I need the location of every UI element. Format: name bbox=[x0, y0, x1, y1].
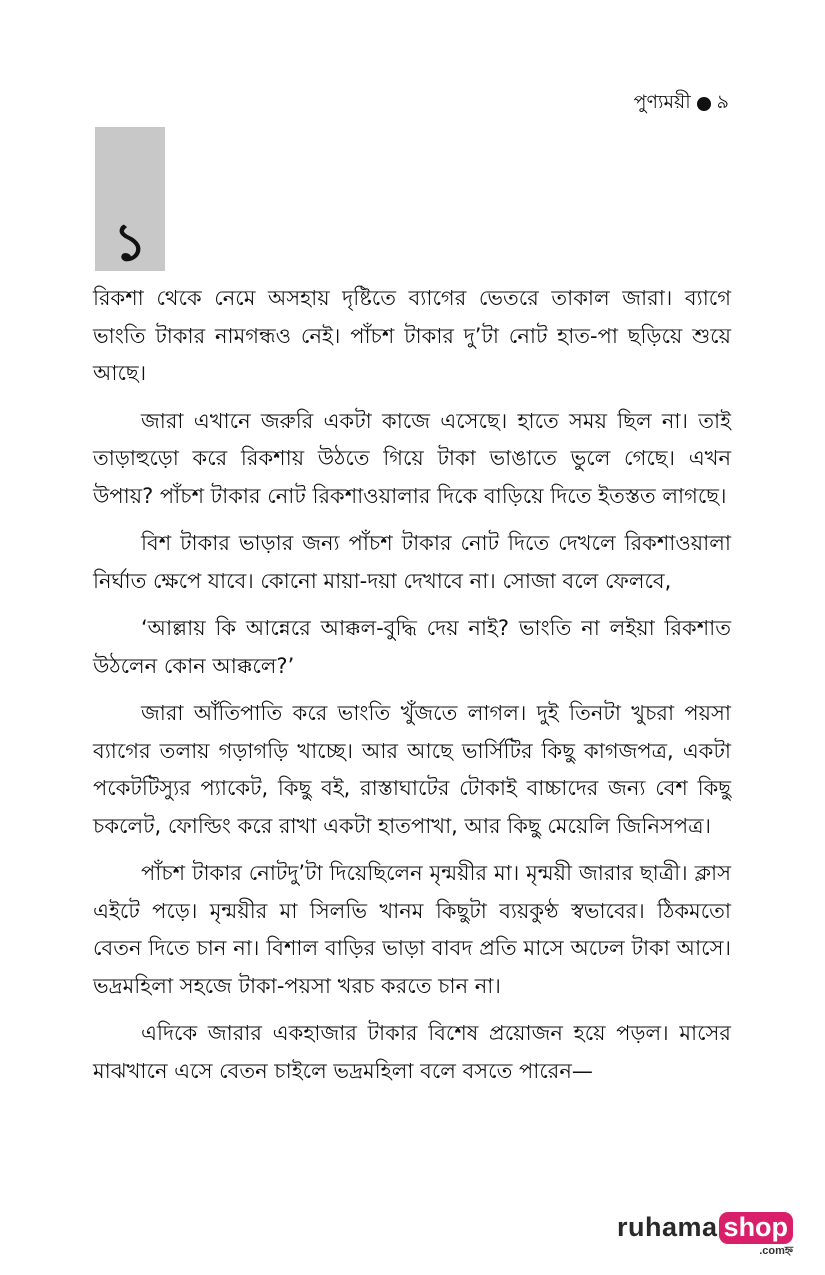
ruhamashop-logo bbox=[617, 1212, 794, 1257]
chapter-number: ১ bbox=[113, 213, 147, 273]
paragraph: জারা এখানে জরুরি একটা কাজে এসেছে। হাতে সময় ছিল না। তাই তাড়াহুড়ো করে রিকশায় উঠতে গিয়ে টাকা ভাঙাতে ভুলে গেছে। এখন উপায়? পাঁচশ টাকার নোট রিকশাওয়ালার দিকে বাড়িয়ে দিতে ইতস্তত লাগছে। bbox=[93, 408, 731, 508]
paragraph: রিকশা থেকে নেমে অসহায় দৃষ্টিতে ব্যাগের ভেতরে তাকাল জারা। ব্যাগে ভাংতি টাকার নামগন্ধও নেই। পাঁচশ টাকার দু’টা নোট হাত-পা ছড়িয়ে শুয়ে আছে। bbox=[93, 286, 731, 385]
page-number: ৯ bbox=[716, 91, 729, 113]
paragraph: জারা আঁতিপাতি করে ভাংতি খুঁজতে লাগল। দুই তিনটা খুচরা পয়সা ব্যাগের তলায় গড়াগড়ি খাচ্ছে। আর আছে ভার্সিটির কিছু কাগজপত্র, একটা পকেটটিস্যুর প্যাকেট, কিছু বই, রাস্তাঘাটের টোকাই বাচ্চাদের জন্য বেশ কিছু চকলেট, ফোল্ডিং করে রাখা একটা হাতপাখা, আর কিছু মেয়েলি জিনিসপত্র। bbox=[93, 701, 731, 838]
paragraph: বিশ টাকার ভাড়ার জন্য পাঁচশ টাকার নোট দিতে দেখলে রিকশাওয়ালা নির্ঘাত ক্ষেপে যাবে। কোনো মায়া-দয়া দেখাবে না। সোজা বলে ফেলবে, bbox=[93, 531, 731, 593]
logo-text-domain: .comহ্ন bbox=[759, 1245, 794, 1257]
logo-text-shop: shop bbox=[719, 1212, 794, 1244]
logo-text-ruhama: ruhama bbox=[617, 1212, 718, 1242]
bullet-dot-icon bbox=[697, 97, 711, 111]
book-title: পুণ্যময়ী bbox=[633, 91, 691, 113]
chapter-body bbox=[93, 280, 731, 1100]
paragraph: ‘আল্লায় কি আন্নেরে আক্কল-বুদ্ধি দেয় নাই? ভাংতি না লইয়া রিকশাত উঠলেন কোন আক্কলে?’ bbox=[93, 616, 731, 678]
logo-shop-badge bbox=[719, 1212, 794, 1257]
paragraph: পাঁচশ টাকার নোটদু’টা দিয়েছিলেন মৃন্ময়ীর মা। মৃন্ময়ী জারার ছাত্রী। ক্লাস এইটে পড়ে। মৃন্ময়ীর মা সিলভি খানম কিছুটা ব্যয়কুণ্ঠ স্বভাবের। ঠিকমতো বেতন দিতে চান না। বিশাল বাড়ির ভাড়া বাবদ প্রতি মাসে অঢেল টাকা আসে। ভদ্রমহিলা সহজে টাকা-পয়সা খরচ করতে চান না। bbox=[93, 861, 731, 998]
paragraph: এদিকে জারার একহাজার টাকার বিশেষ প্রয়োজন হয়ে পড়ল। মাসের মাঝখানে এসে বেতন চাইলে ভদ্রমহিলা বলে বসতে পারেন— bbox=[93, 1021, 731, 1083]
running-header bbox=[634, 88, 729, 120]
chapter-number-box bbox=[95, 127, 165, 271]
